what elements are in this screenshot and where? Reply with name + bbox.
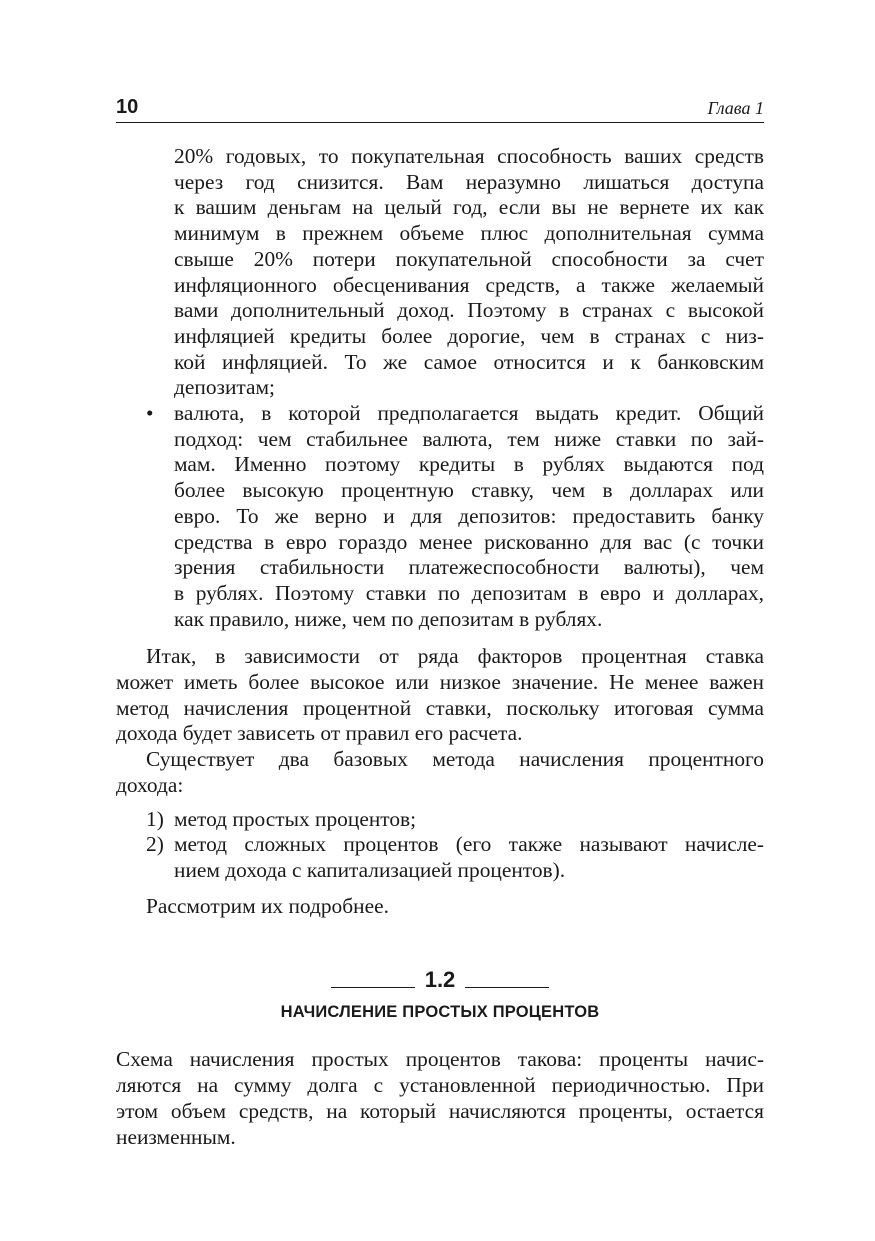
- text-line: подход: чем стабильнее валюта, тем ниже ставки по зай-: [174, 426, 764, 451]
- text-line: евро. То же верно и для депозитов: предоставить банку: [174, 503, 764, 528]
- text-line: более высокую процентную ставку, чем в долларах или: [174, 478, 764, 503]
- text-line: как правило, ниже, чем по депозитам в рублях.: [174, 606, 603, 631]
- text-line: валюта, в которой предполагается выдать кредит. Общий: [174, 401, 764, 426]
- section-heading: [116, 965, 764, 1023]
- numbered-item: [146, 832, 764, 883]
- text-line: Итак, в зависимости от ряда факторов процентная ставка: [146, 644, 764, 669]
- bullet-item: [146, 401, 764, 632]
- text-line: нием дохода с капитализацией процентов).: [174, 857, 566, 882]
- page-body: [116, 144, 764, 1150]
- section-number: 1.2: [424, 967, 456, 993]
- text-line: этом объем средств, на который начисляются проценты, остается: [116, 1098, 764, 1123]
- heading-rule-right: [465, 987, 549, 988]
- bullet-icon: •: [146, 401, 154, 426]
- page-number: 10: [116, 96, 139, 118]
- numbered-item: [146, 806, 764, 833]
- chapter-title: Глава 1: [707, 98, 764, 118]
- text-line: через год снизится. Вам неразумно лишаться доступа: [174, 169, 764, 194]
- text-line: может иметь более высокое или низкое значение. Не менее важен: [116, 670, 764, 695]
- bullet-continuation: [174, 144, 764, 401]
- text-line: метод простых процентов;: [174, 806, 417, 831]
- text-line: в рублях. Поэтому ставки по депозитам в евро и долларах,: [174, 580, 764, 605]
- text-line: свыше 20% потери покупательной способности за счет: [174, 246, 764, 271]
- section-title: НАЧИСЛЕНИЕ ПРОСТЫХ ПРОЦЕНТОВ: [280, 1003, 600, 1022]
- text-line: дохода будет зависеть от правил его расчета.: [116, 721, 523, 746]
- text-line: зрения стабильности платежеспособности валюты), чем: [174, 555, 764, 580]
- text-line: средства в евро гораздо менее рискованно для вас (с точки: [174, 529, 764, 554]
- text-line: дохода:: [116, 772, 184, 797]
- paragraph: [116, 1047, 764, 1150]
- text-line: кой инфляцией. То же самое относится и к банковским: [174, 349, 764, 374]
- text-line: мам. Именно поэтому кредиты в рублях выдаются под: [174, 452, 764, 477]
- item-number: 2): [146, 832, 164, 857]
- heading-rule-left: [331, 987, 415, 988]
- text-line: к вашим деньгам на целый год, если вы не вернете их как: [174, 195, 764, 220]
- text-line: инфляцией кредиты более дорогие, чем в странах с низ-: [174, 323, 764, 348]
- paragraph: Рассмотрим их подробнее.: [146, 893, 389, 918]
- text-line: ляются на сумму долга с установленной периодичностью. При: [116, 1073, 764, 1098]
- text-line: метод сложных процентов (его также называют начисле-: [174, 832, 764, 857]
- paragraph: [116, 747, 764, 798]
- text-line: депозитам;: [174, 375, 275, 400]
- item-number: 1): [146, 806, 164, 831]
- text-line: инфляционного обесценивания средств, а также желаемый: [174, 272, 764, 297]
- text-line: 20% годовых, то покупательная способность ваших средств: [174, 144, 764, 168]
- paragraph: [116, 644, 764, 747]
- text-line: минимум в прежнем объеме плюс дополнительная сумма: [174, 221, 764, 246]
- text-line: Существует два базовых метода начисления процентного: [146, 747, 764, 772]
- text-line: вами дополнительный доход. Поэтому в странах с высокой: [174, 298, 764, 323]
- running-header: [116, 94, 764, 123]
- text-line: неизменным.: [116, 1124, 236, 1149]
- text-line: метод начисления процентной ставки, поскольку итоговая сумма: [116, 695, 764, 720]
- text-line: Схема начисления простых процентов такова: проценты начис-: [116, 1047, 764, 1072]
